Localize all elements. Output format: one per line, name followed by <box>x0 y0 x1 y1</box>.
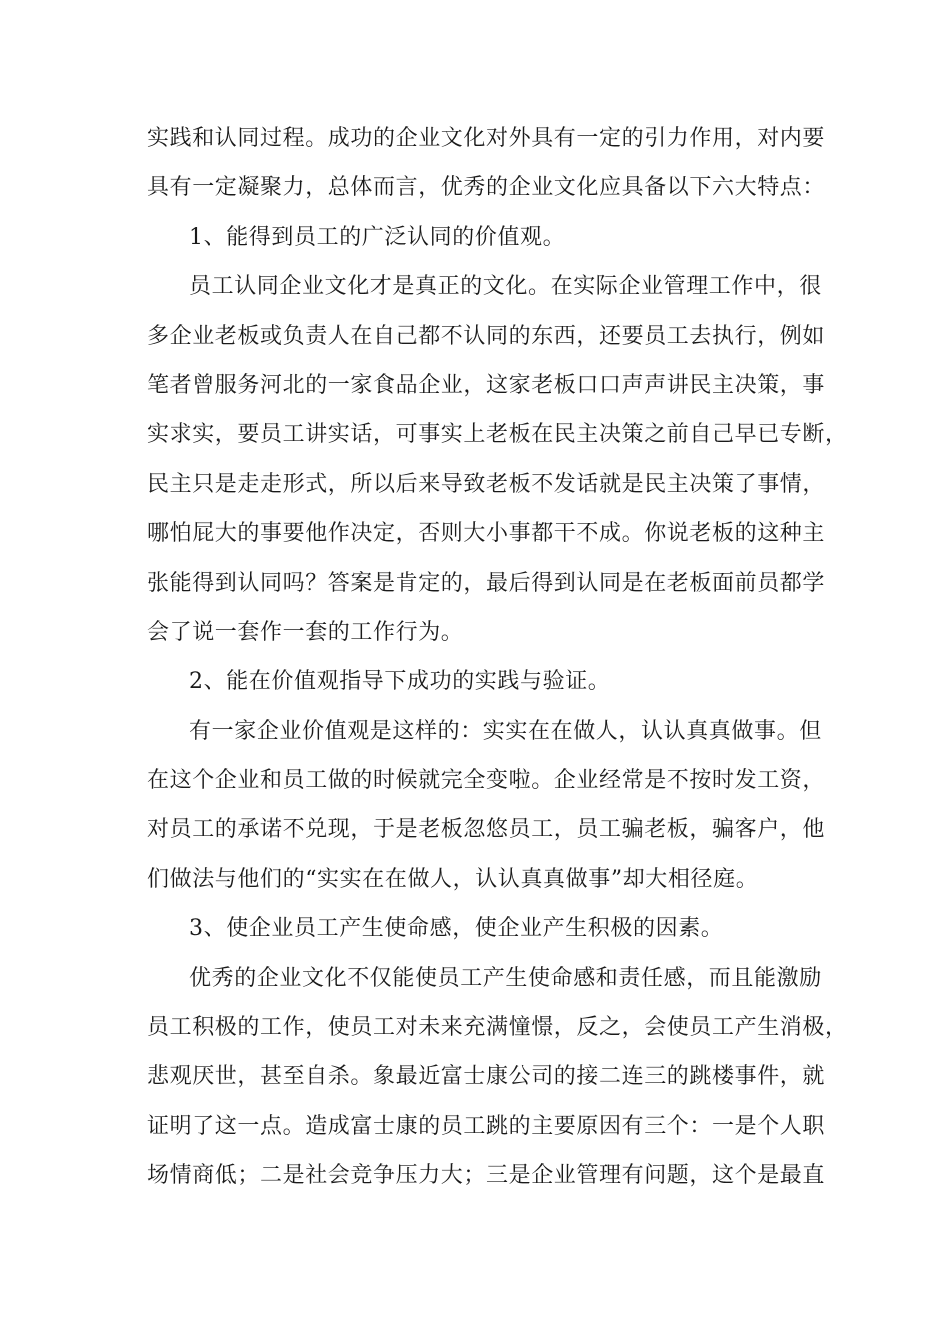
body-line: 员工认同企业文化才是真正的文化。在实际企业管理工作中，很 <box>189 274 822 300</box>
body-line: 会了说一套作一套的工作行为。 <box>147 619 464 645</box>
body-line: 对员工的承诺不兑现，于是老板忽悠员工，员工骗老板，骗客户，他 <box>147 817 826 843</box>
body-line: 优秀的企业文化不仅能使员工产生使命感和责任感，而且能激励 <box>189 965 822 991</box>
body-line: 多企业老板或负责人在自己都不认同的东西，还要员工去执行，例如 <box>147 323 826 349</box>
body-line: 在这个企业和员工做的时候就完全变啦。企业经常是不按时发工资， <box>147 768 826 794</box>
body-line: 场情商低；二是社会竞争压力大；三是企业管理有问题，这个是最直 <box>147 1163 826 1189</box>
document-body <box>147 114 848 1201</box>
section-heading: 3、使企业员工产生使命感，使企业产生积极的因素。 <box>189 916 724 942</box>
body-line: 有一家企业价值观是这样的：实实在在做人，认认真真做事。但 <box>189 718 822 744</box>
body-line: 民主只是走走形式，所以后来导致老板不发话就是民主决策了事情， <box>147 471 826 497</box>
body-line: 张能得到认同吗？答案是肯定的，最后得到认同是在老板面前员都学 <box>147 570 826 596</box>
body-line: 证明了这一点。造成富士康的员工跳的主要原因有三个：一是个人职 <box>147 1113 826 1139</box>
section-heading: 1、能得到员工的广泛认同的价值观。 <box>189 224 566 250</box>
section-heading: 2、能在价值观指导下成功的实践与验证。 <box>189 669 611 695</box>
body-line: 实践和认同过程。成功的企业文化对外具有一定的引力作用，对内要 <box>147 126 826 151</box>
body-line: 具有一定凝聚力，总体而言，优秀的企业文化应具备以下六大特点： <box>147 175 826 201</box>
body-line: 们做法与他们的“实实在在做人，认认真真做事”却大相径庭。 <box>147 866 759 892</box>
body-line: 哪怕屁大的事要他作决定，否则大小事都干不成。你说老板的这种主 <box>147 521 826 547</box>
body-line: 笔者曾服务河北的一家食品企业，这家老板口口声声讲民主决策，事 <box>147 372 826 398</box>
body-line: 员工积极的工作，使员工对未来充满憧憬，反之，会使员工产生消极， <box>147 1015 848 1041</box>
body-line: 悲观厌世，甚至自杀。象最近富士康公司的接二连三的跳楼事件，就 <box>147 1064 826 1090</box>
body-line: 实求实，要员工讲实话，可事实上老板在民主决策之前自己早已专断， <box>147 422 848 448</box>
